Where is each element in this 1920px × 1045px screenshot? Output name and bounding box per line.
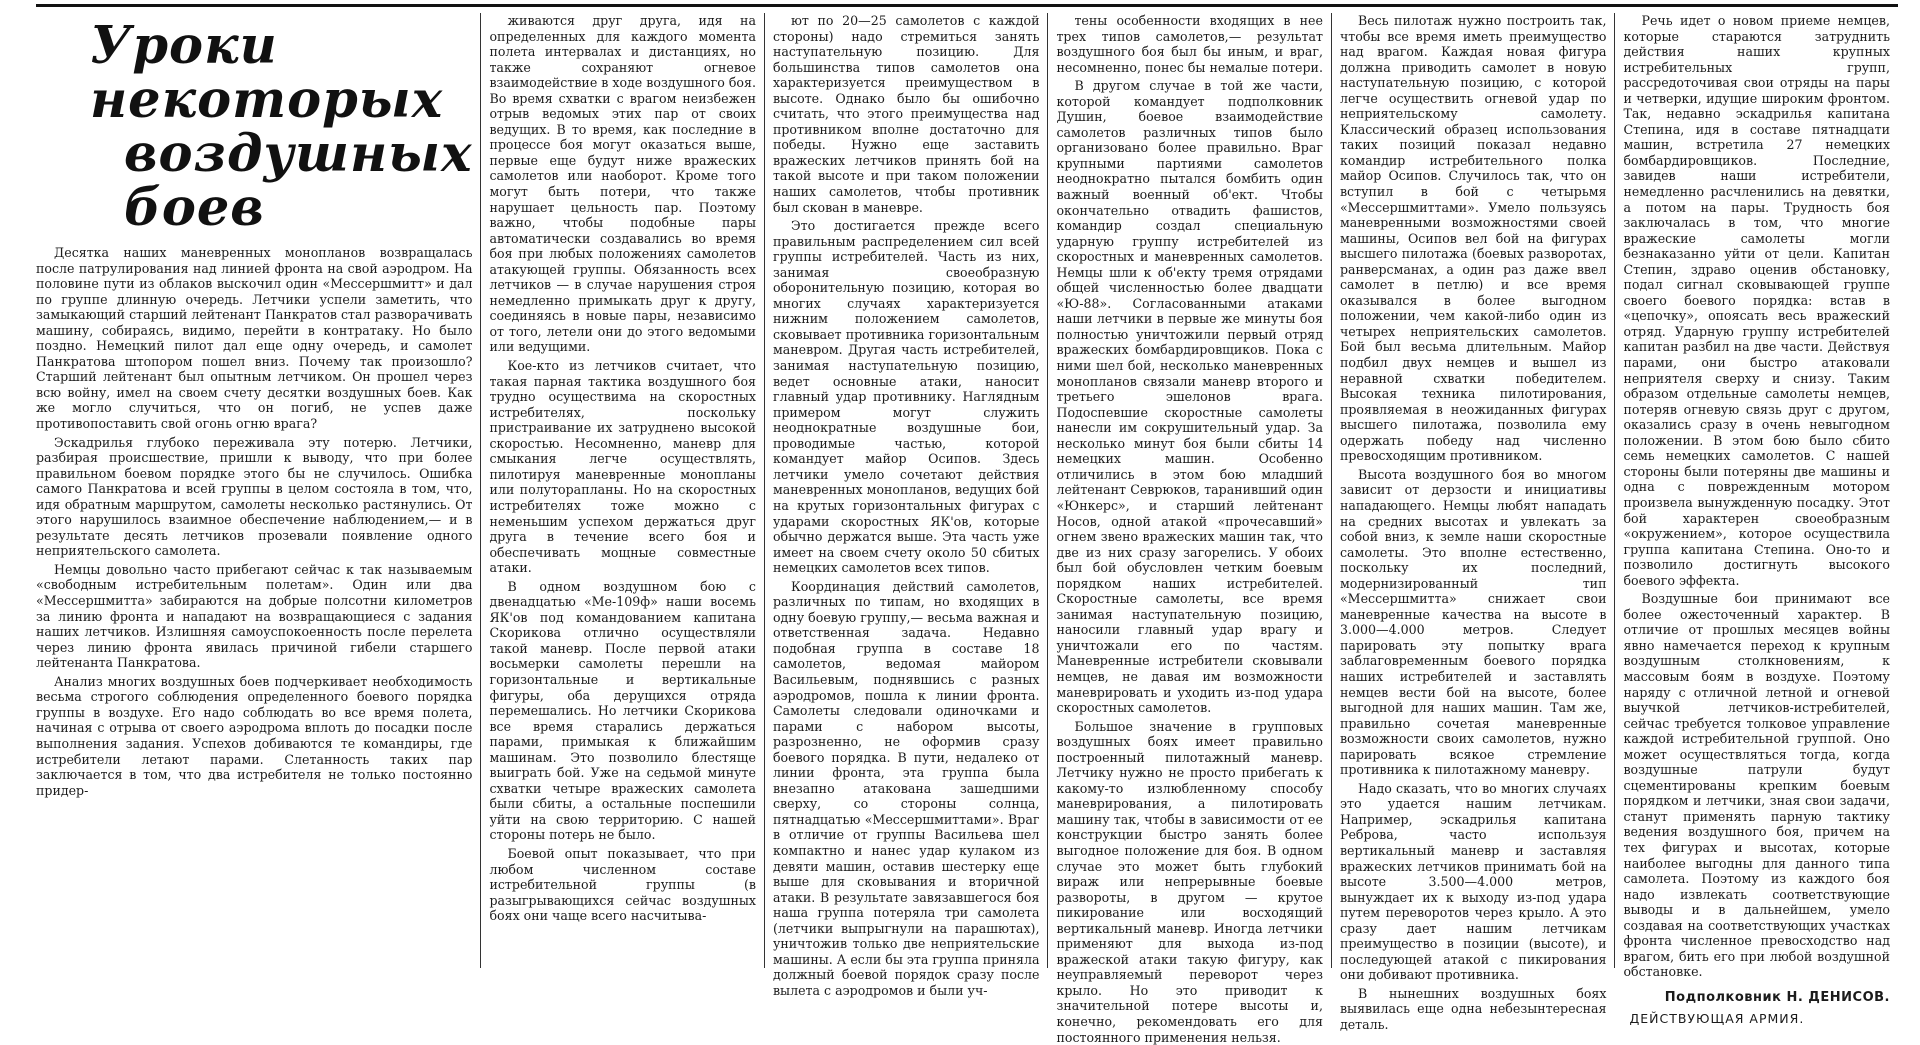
headline-line-2: воздушных боев [124,124,473,238]
paragraph: Высота воздушного боя во многом зависит от дерзости и инициативы нападающего. Немцы любят нападать на средних высотах и увлекать за собой вниз, к земле наши скоростные самолеты. Это вполне естественно, поскольку их последний, модернизированный тип «Мессершмитта» снижает свои маневренные качества на высоте в 3.000—4.000 метров. Следует парировать эту попытку врага заблаговременным боевого порядка наших истребителей и заставлять немцев вести бой на высоте, более выгодной для наших машин. Там же, правильно сочетая маневренные возможности своих самолетов, нужно парировать всякое стремление противника к пилотажному маневру. [1339,466,1607,778]
paragraph: В другом случае в той же части, которой командует подполковник Душин, боевое взаимодействие самолетов различных типов было организовано более правильно. Враг крупными партиями самолетов неоднократно пытался бомбить один важный военный об'ект. Чтобы окончательно отвадить фашистов, командир создал специальную ударную группу истребителей из скоростных и маневренных самолетов. Немцы шли к об'екту тремя отрядами общей численностью более двадцати «Ю-88». Согласованными атаками наши летчики в первые же минуты боя полностью уничтожили первый отряд вражеских бомбардировщиков. Пока с ними шел бой, несколько маневренных монопланов связали маневр второго и третьего эшелонов врага. Подоспевшие скоростные самолеты нанесли им сокрушительный удар. За несколько минут боя были сбиты 14 немецких машин. Особенно отличились в этом бою младший лейтенант Севрюков, таранивший один «Юнкерс», и старший лейтенант Носов, одной атакой «прочесавший» огнем звено вражеских машин так, что две из них сразу загорелись. У обоих был бой обусловлен четким боевым порядком наших истребителей. Скоростные самолеты, все время занимая наступательную позицию, наносили главный удар врагу и уничтожали его по частям. Маневренные истребители сковывали немцев, не давая им возможности маневрировать и уходить из-под удара скоростных самолетов. [1056,78,1323,716]
paragraph: Анализ многих воздушных боев подчеркивает необходимость весьма строгого соблюдения определенного боевого порядка группы в воздухе. Его надо соблюдать во все время полета, начиная с отрыва от своего аэродрома вплоть до посадки после выполнения задания. Успехов добиваются те командиры, где истребители летают парами. Слетанность таких пар заключается в том, что два истребителя не только постоянно придер- [36,673,473,798]
headline [90,16,473,238]
paragraph: Десятка наших маневренных монопланов возвращалась после патрулирования над линией фронта на свой аэродром. На половине пути из облаков выскочил один «Мессершмитт» и дал по группе длинную очередь. Летчики успели заметить, что замыкающий старший лейтенант Панкратов стал разворачивать машину, собираясь, видимо, перейти в контратаку. Но было поздно. Немецкий пилот дал еще одну очередь, и самолет Панкратова штопором пошел вниз. Почему так произошло? Старший лейтенант был опытным летчиком. Он прошел через всю войну, имел на своем счету десятки воздушных боев. Как же могло случиться, что он погиб, не успев даже противопоставить свой огонь огню врага? [36,245,473,432]
column-5 [1331,13,1615,1032]
paragraph: Координация действий самолетов, различных по типам, но входящих в одну боевую группу,— весьма важная и ответственная задача. Недавно подобная группа в составе 18 самолетов, ведомая майором Васильевым, поднявшись с разных аэродромов, пошла к линии фронта. Самолеты следовали одиночками и парами с набором высоты, разрозненно, не оформив сразу боевого порядка. В пути, недалеко от линии фронта, эта группа была внезапно атакована зашедшими сверху, со стороны солнца, пятнадцатью «Мессершмиттами». Враг в отличие от группы Васильева шел компактно и нанес удар кулаком из девяти машин, оставив шестерку еще выше для сковывания и вторичной атаки. В результате завязавшегося боя наша группа потеряла три самолета (летчики выпрыгнули на парашютах), уничтожив только две неприятельские машины. А если бы эта группа приняла должный боевой порядок сразу после вылета с аэродромов и были уч- [772,578,1040,998]
paragraph: Речь идет о новом приеме немцев, которые стараются затруднить действия наших крупных истребительных групп, рассредоточивая свои отряды на пары и четверки, идущие широким фронтом. Так, недавно эскадрилья капитана Степина, идя в составе пятнадцати машин, встретила 27 немецких бомбардировщиков. Последние, завидев наши истребители, немедленно расчленились на девятки, а потом на пары. Трудность боя заключалась в том, что многие вражеские самолеты могли безнаказанно уйти от цели. Капитан Степин, здраво оценив обстановку, подал сигнал сковывающей группе своего боевого порядка: встав в «цепочку», опоясать весь вражеский отряд. Ударную группу истребителей капитан разбил на две части. Действуя парами, они быстро атаковали неприятеля сверху и снизу. Таким образом отдельные самолеты немцев, потеряв огневую связь друг с другом, оказались сразу в очень невыгодном положении. В этом бою было сбито семь немецких самолетов. С нашей стороны были потеряны две машины и одна с поврежденным мотором произвела вынужденную посадку. Этот бой характерен своеобразным «окружением», которое осуществила группа капитана Степина. Оно-то и позволило достигнуть высокого боевого эффекта. [1623,13,1890,588]
headline-line-1: Уроки некоторых [90,16,444,130]
paragraph: тены особенности входящих в нее трех типов самолетов,— результат воздушного боя был бы иным, и враг, несомненно, понес бы немалые потери. [1056,13,1323,75]
top-rule [36,4,1898,7]
paragraph: Это достигается прежде всего правильным распределением сил всей группы истребителей. Часть из них, занимая своеобразную оборонительную позицию, которая во многих случаях характеризуется нижним положением самолетов, сковывает противника горизонтальным маневром. Другая часть истребителей, занимая наступательную позицию, ведет основные атаки, наносит главный удар противнику. Наглядным примером могут служить неоднократные воздушные бои, проводимые частью, которой командует майор Осипов. Здесь летчики умело сочетают действия маневренных монопланов, ведущих бой на крутых горизонтальных фигурах с ударами скоростных ЯК'ов, которые обычно держатся выше. Эта часть уже имеет на своем счету около 50 сбитых немецких самолетов всех типов. [772,218,1040,576]
column-4 [1047,13,1331,1045]
paragraph: В нынешних воздушных боях выявилась еще одна небезынтересная деталь. [1339,985,1607,1032]
paragraph: Воздушные бои принимают все более ожесточенный характер. В отличие от прошлых месяцев войны явно намечается переход к крупным воздушным столкновениям, к массовым боям в воздухе. Поэтому наряду с отличной летной и огневой выучкой летчиков-истребителей, сейчас требуется толковое управление каждой истребительной группой. Оно может осуществляться тогда, когда воздушные патрули будут сцементированы крепким боевым порядком и летчики, зная свои задачи, станут применять парную тактику ведения воздушного боя, причем на тех фигурах и высотах, которые наиболее выгодны для данного типа самолета. Поэтому из каждого боя надо извлекать соответствующие выводы и в дальнейшем, умело создавая на соответствующих участках фронта численное превосходство над врагом, бить его при любой воздушной обстановке. [1623,591,1890,980]
column-1 [36,13,480,968]
column-2 [480,13,764,968]
paragraph: Большое значение в групповых воздушных боях имеет правильно построенный пилотажный маневр. Летчику нужно не просто прибегать к какому-то излюбленному способу маневрирования, а пилотировать машину так, чтобы в зависимости от ее конструкции быстро занять более выгодное положение для боя. В одном случае это может быть глубокий вираж или непрерывные боевые развороты, в другом — крутое пикирование или восходящий вертикальный маневр. Иногда летчики применяют для выхода из-под вражеской атаки такую фигуру, как неуправляемый переворот через крыло. Но это приводит к значительной потере высоты и, конечно, рекомендовать его для постоянного применения нельзя. [1056,718,1323,1045]
paragraph: Немцы довольно часто прибегают сейчас к так называемым «свободным истребительным полетам». Один или два «Мессершмитта» забираются на добрые полсотни километров за линию фронта и нападают на возвращающиеся с задания наших летчиков. Излишняя самоуспокоенность после перелета через линию фронта явилась причиной гибели старшего лейтенанта Панкратова. [36,561,473,671]
paragraph: ют по 20—25 самолетов с каждой стороны) надо стремиться занять наступательную позицию. Для большинства типов самолетов она характеризуется преимуществом в высоте. Однако было бы ошибочно считать, что этого преимущества над противником вполне достаточно для победы. Нужно еще заставить вражеских летчиков принять бой на такой высоте и при таком положении наших самолетов, чтобы противник был скован в маневре. [772,13,1040,215]
paragraph: Боевой опыт показывает, что при любом численном составе истребительной группы (в разыгрывающихся сейчас воздушных боях они чаще всего насчитыва- [489,845,756,924]
column-3 [764,13,1048,998]
paragraph: Весь пилотаж нужно построить так, чтобы все время иметь преимущество над врагом. Каждая новая фигура должна приводить самолет в новую наступательную позицию, с которой легче осуществить огневой удар по неприятельскому самолету. Классический образец использования таких позиций показал недавно командир истребительного полка майор Осипов. Случилось так, что он вступил в бой с четырьмя «Мессершмиттами». Умело пользуясь маневренными возможностями своей машины, Осипов вел бой на фигурах высшего пилотажа (боевых разворотах, ранверсманах, а один раз даже ввел самолет в петлю) и все время оказывался в более выгодном положении, чем какой-либо один из четырех неприятельских самолетов. Бой был весьма длительным. Майор подбил двух немцев и вышел из неравной схватки победителем. Высокая техника пилотирования, проявляемая в неожиданных фигурах высшего пилотажа, позволила ему одержать победу над численно превосходящим противником. [1339,13,1607,464]
article-columns [36,13,1898,1045]
paragraph: Надо сказать, что во многих случаях это удается нашим летчикам. Например, эскадрилья капитана Реброва, часто используя вертикальный маневр и заставляя вражеских летчиков принимать бой на высоте 3.500—4.000 метров, вынуждает их к выходу из-под удара путем переворотов через крыло. А это сразу дает нашим летчикам преимущество в позиции (высоте), и последующей атакой с пикирования они добивают противника. [1339,780,1607,983]
paragraph: живаются друг друга, идя на определенных для каждого момента полета интервалах и дистанциях, но также сохраняют огневое взаимодействие в ходе воздушного боя. Во время схватки с врагом неизбежен отрыв ведомых этих пар от своих ведущих. В то время, как последние в процессе боя могут оказаться выше, первые еще будут ниже вражеских самолетов или наоборот. Кроме того могут быть потери, что также нарушает цельность пар. Поэтому важно, чтобы подобные пары автоматически создавались во время боя при любых положениях самолетов атакующей группы. Обязанность всех летчиков — в случае нарушения строя немедленно примыкать друг к другу, соединяясь в новые пары, независимо от того, летели они до этого ведомыми или ведущими. [489,13,756,355]
author-signature: Подполковник Н. ДЕНИСОВ. [1664,989,1890,1005]
paragraph: Эскадрилья глубоко переживала эту потерю. Летчики, разбирая происшествие, пришли к выводу, что при более правильном боевом порядке этого бы не случилось. Ошибка самого Панкратова и всей группы в целом состояла в том, что, идя обратным маршрутом, самолеты несколько растянулись. От этого нарушилось взаимное обеспечение наблюдением,— и в результате десять летчиков прозевали появление одного неприятельского самолета. [36,434,473,559]
paragraph: В одном воздушном бою с двенадцатью «Ме-109ф» наши восемь ЯК'ов под командованием капитана Скорикова отлично осуществляли такой маневр. После первой атаки восьмерки самолеты перешли на горизонтальные и вертикальные фигуры, оба дерущихся отряда перемешались. Но летчики Скорикова все время старались держаться парами, примыкая к ближайшим машинам. Это позволило блестяще выиграть бой. Уже на седьмой минуте схватки четыре вражеских самолета были сбиты, а остальные поспешили уйти на свою территорию. С нашей стороны потерь не было. [489,578,756,843]
paragraph: Кое-кто из летчиков считает, что такая парная тактика воздушного боя трудно осуществима на скоростных истребителях, поскольку пристраивание их затруднено высокой скоростью. Несомненно, маневр для смыкания легче осуществлять, пилотируя маневренные монопланы или полуторапланы. Но на скоростных истребителях тоже можно с неменьшим успехом держаться друг друга в течение всего боя и обеспечивать мощные совместные атаки. [489,358,756,576]
column-6 [1614,13,1898,1027]
dateline-location: ДЕЙСТВУЮЩАЯ АРМИЯ. [1629,1011,1805,1027]
